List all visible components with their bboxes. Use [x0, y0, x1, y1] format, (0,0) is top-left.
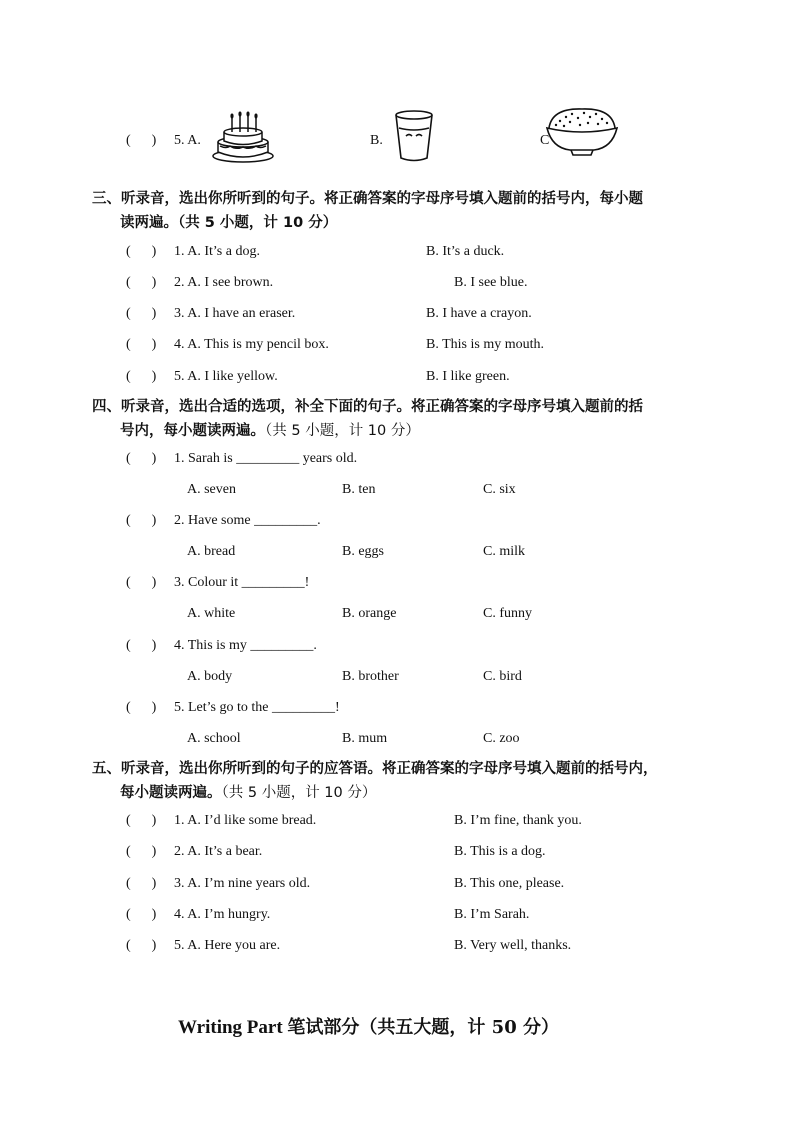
section-3-title: 三、听录音，选出你所听到的句子。将正确答案的字母序号填入题前的括号内，每小题 [92, 191, 643, 207]
option-b: B. It’s a duck. [426, 244, 505, 259]
option-b: B. orange [342, 606, 397, 621]
question-stem: 3. Colour it _________! [174, 575, 310, 590]
question-stem: 1. A. It’s a dog. [174, 244, 260, 259]
option-b: B. brother [342, 669, 399, 684]
answer-parenthesis[interactable]: ( ) [126, 133, 157, 148]
option-b: B. Very well, thanks. [454, 938, 572, 953]
option-b: B. mum [342, 731, 388, 746]
answer-parenthesis[interactable]: ( ) [126, 275, 157, 290]
option-c: C. zoo [483, 731, 520, 746]
answer-parenthesis[interactable]: ( ) [126, 337, 157, 352]
bowl-of-rice-icon [544, 106, 620, 158]
question-stem: 2. Have some _________. [174, 513, 321, 528]
section-5-title-cont: 每小题读两遍。（共 5 小题，计 10 分） [120, 785, 377, 801]
birthday-cake-icon [210, 110, 276, 165]
option-c: C. milk [483, 544, 526, 559]
answer-parenthesis[interactable]: ( ) [126, 813, 157, 828]
option-b: B. I like green. [426, 369, 510, 384]
option-b: B. This one, please. [454, 876, 565, 891]
question-stem: 5. A. [174, 133, 201, 148]
answer-parenthesis[interactable]: ( ) [126, 513, 157, 528]
question-stem: 1. A. I’d like some bread. [174, 813, 317, 828]
answer-parenthesis[interactable]: ( ) [126, 638, 157, 653]
question-stem: 4. This is my _________. [174, 638, 317, 653]
option-a: A. white [187, 606, 236, 621]
option-b: B. ten [342, 482, 376, 497]
question-stem: 4. A. This is my pencil box. [174, 337, 329, 352]
question-stem: 4. A. I’m hungry. [174, 907, 271, 922]
option-b: B. I see blue. [454, 275, 528, 290]
question-stem: 2. A. I see brown. [174, 275, 274, 290]
section-4-title: 四、听录音，选出合适的选项，补全下面的句子。将正确答案的字母序号填入题前的括 [92, 399, 643, 415]
option-b: B. eggs [342, 544, 384, 559]
glass-of-water-icon [392, 108, 436, 164]
question-stem: 2. A. It’s a bear. [174, 844, 263, 859]
answer-parenthesis[interactable]: ( ) [126, 575, 157, 590]
question-stem: 3. A. I have an eraser. [174, 306, 296, 321]
option-b: B. I have a crayon. [426, 306, 532, 321]
section-4-title-cont: 号内，每小题读两遍。（共 5 小题，计 10 分） [120, 423, 420, 439]
question-stem: 5. A. I like yellow. [174, 369, 278, 384]
question-stem: 5. Let’s go to the _________! [174, 700, 340, 715]
answer-parenthesis[interactable]: ( ) [126, 938, 157, 953]
option-c: C. six [483, 482, 516, 497]
option-b-label: B. [370, 133, 383, 148]
option-b: B. This is my mouth. [426, 337, 544, 352]
option-c: C. bird [483, 669, 522, 684]
option-b: B. I’m Sarah. [454, 907, 530, 922]
section-3-title-cont: 读两遍。（共 5 小题，计 10 分） [120, 215, 338, 231]
answer-parenthesis[interactable]: ( ) [126, 369, 157, 384]
answer-parenthesis[interactable]: ( ) [126, 244, 157, 259]
answer-parenthesis[interactable]: ( ) [126, 700, 157, 715]
option-c: C. funny [483, 606, 532, 621]
option-b: B. I’m fine, thank you. [454, 813, 582, 828]
option-a: A. bread [187, 544, 236, 559]
option-a: A. body [187, 669, 233, 684]
writing-part-heading: Writing Part 笔试部分（共五大题，计 50 分） [178, 1017, 560, 1038]
section-5-title: 五、听录音，选出你所听到的句子的应答语。将正确答案的字母序号填入题前的括号内， [92, 761, 658, 777]
answer-parenthesis[interactable]: ( ) [126, 451, 157, 466]
answer-parenthesis[interactable]: ( ) [126, 306, 157, 321]
question-stem: 5. A. Here you are. [174, 938, 281, 953]
option-a: A. school [187, 731, 241, 746]
option-b: B. This is a dog. [454, 844, 546, 859]
answer-parenthesis[interactable]: ( ) [126, 844, 157, 859]
question-stem: 3. A. I’m nine years old. [174, 876, 311, 891]
question-stem: 1. Sarah is _________ years old. [174, 451, 358, 466]
answer-parenthesis[interactable]: ( ) [126, 876, 157, 891]
option-a: A. seven [187, 482, 236, 497]
option-c-label: C [540, 133, 550, 148]
answer-parenthesis[interactable]: ( ) [126, 907, 157, 922]
